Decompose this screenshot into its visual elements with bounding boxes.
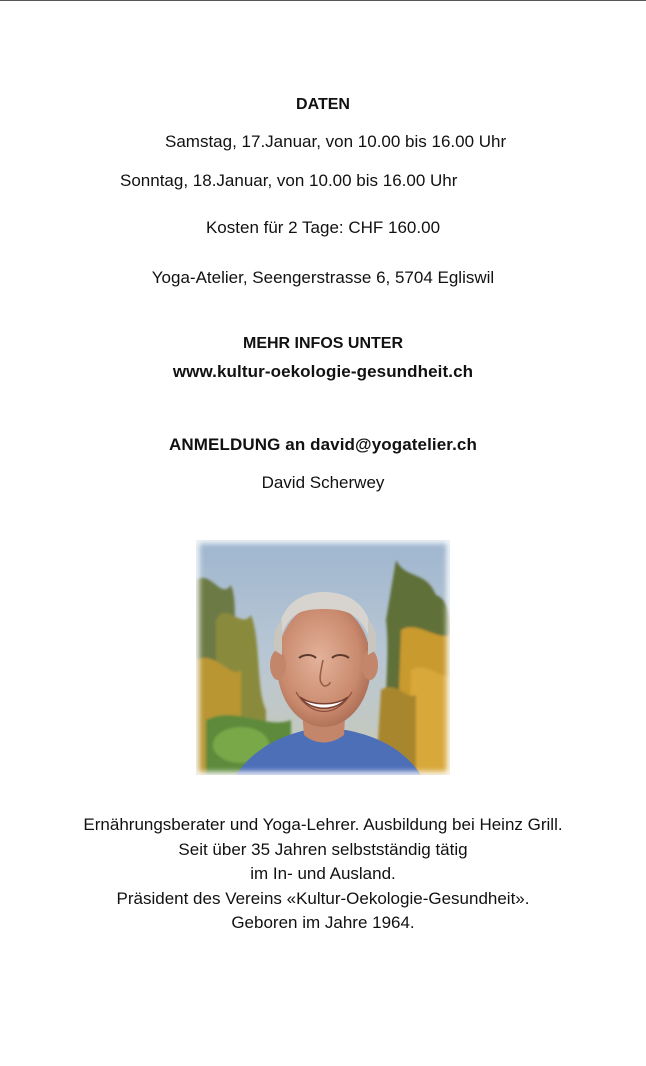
website-link[interactable]: www.kultur-oekologie-gesundheit.ch [172,362,474,381]
bio-line: Geboren im Jahre 1964. [231,913,415,932]
bio-line: Seit über 35 Jahren selbstständig tätig [178,839,468,859]
portrait-illustration [196,540,450,775]
contact-name: David Scherwey [261,473,385,492]
portrait-photo [196,540,450,775]
location-text: Yoga-Atelier, Seengerstrasse 6, 5704 Egliswil [151,268,495,287]
biography [0,813,646,936]
bio-line: Präsident des Vereins «Kultur-Oekologie-Gesundheit». [116,888,530,908]
bio-line: im In- und Ausland. [250,864,396,883]
info-heading: MEHR INFOS UNTER [243,335,403,352]
date-sunday: Sonntag, 18.Januar, von 10.00 bis 16.00 Uhr [120,171,458,190]
date-saturday: Samstag, 17.Januar, von 10.00 bis 16.00 Uhr [165,132,507,151]
bio-line: Ernährungsberater und Yoga-Lehrer. Ausbildung bei Heinz Grill. [83,815,563,834]
dates-heading: DATEN [296,96,350,113]
cost-text: Kosten für 2 Tage: CHF 160.00 [205,218,441,237]
top-border [0,0,646,1]
registration-email[interactable]: ANMELDUNG an david@yogatelier.ch [169,435,477,454]
